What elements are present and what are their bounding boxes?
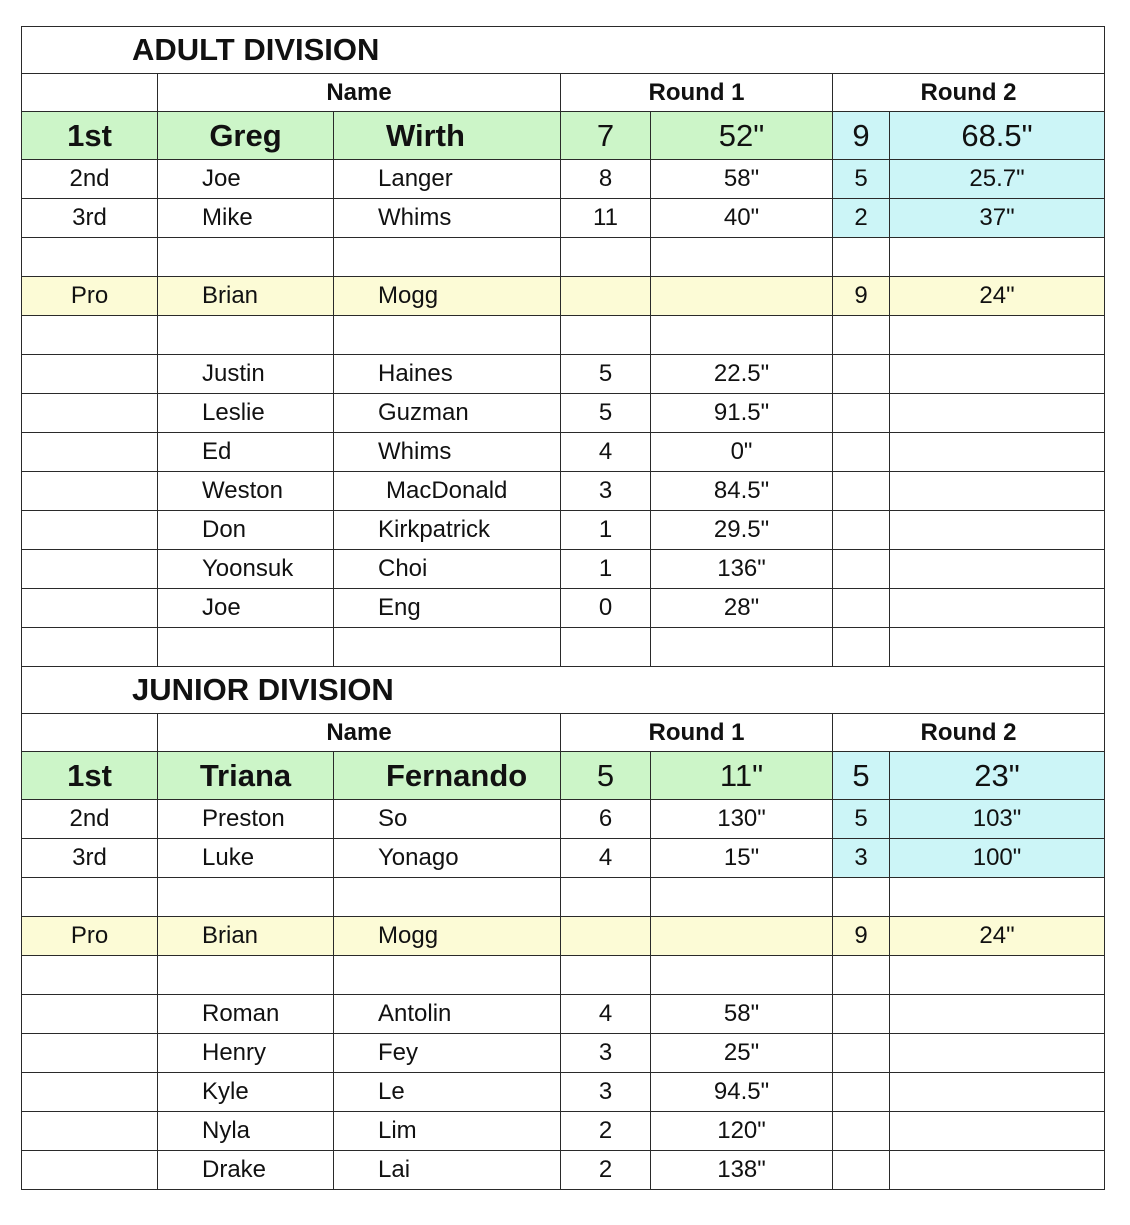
first-name: Triana <box>158 752 334 800</box>
round1-distance: 91.5" <box>651 394 833 433</box>
header-round2: Round 2 <box>833 714 1105 752</box>
last-name: Kirkpatrick <box>334 511 561 550</box>
first-name: Brian <box>158 917 334 956</box>
round1-score: 3 <box>561 1034 651 1073</box>
last-name: Wirth <box>334 112 561 160</box>
round1-score <box>561 917 651 956</box>
division-title: JUNIOR DIVISION <box>22 667 1105 714</box>
header-round1: Round 1 <box>561 74 833 112</box>
competitor-row <box>22 1151 1105 1190</box>
round1-distance: 84.5" <box>651 472 833 511</box>
round2-distance: 24" <box>890 277 1105 316</box>
empty-row <box>22 956 1105 995</box>
last-name: Yonago <box>334 839 561 878</box>
round1-distance: 52" <box>651 112 833 160</box>
competitor-row <box>22 394 1105 433</box>
first-name: Luke <box>158 839 334 878</box>
first-name: Drake <box>158 1151 334 1190</box>
first-name: Nyla <box>158 1112 334 1151</box>
competitor-row <box>22 1112 1105 1151</box>
winner-row-3rd <box>22 839 1105 878</box>
round2-distance: 23" <box>890 752 1105 800</box>
round1-distance: 0" <box>651 433 833 472</box>
first-name: Roman <box>158 995 334 1034</box>
round1-distance: 120" <box>651 1112 833 1151</box>
round2-distance: 103" <box>890 800 1105 839</box>
round1-distance: 22.5" <box>651 355 833 394</box>
round2-score: 9 <box>833 277 890 316</box>
competitor-row <box>22 355 1105 394</box>
round1-score: 5 <box>561 394 651 433</box>
division-title: ADULT DIVISION <box>22 27 1105 74</box>
round2-score: 9 <box>833 112 890 160</box>
last-name: Whims <box>334 433 561 472</box>
header-name: Name <box>158 714 561 752</box>
results-sheet <box>21 26 1105 1190</box>
round1-score: 11 <box>561 199 651 238</box>
round2-distance: 37" <box>890 199 1105 238</box>
round2-distance: 68.5" <box>890 112 1105 160</box>
first-name: Ed <box>158 433 334 472</box>
last-name: Le <box>334 1073 561 1112</box>
header-name: Name <box>158 74 561 112</box>
header-round2: Round 2 <box>833 74 1105 112</box>
round1-distance: 15" <box>651 839 833 878</box>
last-name: Whims <box>334 199 561 238</box>
first-name: Joe <box>158 160 334 199</box>
competitor-row <box>22 995 1105 1034</box>
round1-score: 4 <box>561 839 651 878</box>
last-name: Mogg <box>334 277 561 316</box>
round2-score: 9 <box>833 917 890 956</box>
round2-score: 5 <box>833 160 890 199</box>
round2-distance: 100" <box>890 839 1105 878</box>
round2-distance: 25.7" <box>890 160 1105 199</box>
empty-row <box>22 238 1105 277</box>
round2-distance: 24" <box>890 917 1105 956</box>
pro-row <box>22 917 1105 956</box>
round1-distance: 58" <box>651 160 833 199</box>
round1-score: 5 <box>561 355 651 394</box>
place: 2nd <box>22 800 158 839</box>
last-name: Choi <box>334 550 561 589</box>
competitor-row <box>22 472 1105 511</box>
round2-score: 3 <box>833 839 890 878</box>
first-name: Mike <box>158 199 334 238</box>
last-name: Haines <box>334 355 561 394</box>
last-name: Guzman <box>334 394 561 433</box>
place: 1st <box>22 752 158 800</box>
last-name: Lim <box>334 1112 561 1151</box>
first-name: Leslie <box>158 394 334 433</box>
round1-score: 4 <box>561 995 651 1034</box>
first-name: Greg <box>158 112 334 160</box>
winner-row-1st <box>22 752 1105 800</box>
empty-row <box>22 316 1105 355</box>
place: 2nd <box>22 160 158 199</box>
division-title-row <box>22 667 1105 714</box>
round1-score: 7 <box>561 112 651 160</box>
division-title-row <box>22 27 1105 74</box>
first-name: Yoonsuk <box>158 550 334 589</box>
header-blank <box>22 74 158 112</box>
round1-distance: 94.5" <box>651 1073 833 1112</box>
round1-score: 6 <box>561 800 651 839</box>
first-name: Don <box>158 511 334 550</box>
competitor-row <box>22 433 1105 472</box>
winner-row-2nd <box>22 800 1105 839</box>
place: 3rd <box>22 199 158 238</box>
winner-row-1st <box>22 112 1105 160</box>
round2-score: 2 <box>833 199 890 238</box>
first-name: Henry <box>158 1034 334 1073</box>
header-round1: Round 1 <box>561 714 833 752</box>
last-name: MacDonald <box>334 472 561 511</box>
round1-score: 4 <box>561 433 651 472</box>
round1-distance: 130" <box>651 800 833 839</box>
round1-score: 1 <box>561 550 651 589</box>
first-name: Weston <box>158 472 334 511</box>
round1-score <box>561 277 651 316</box>
round1-distance: 28" <box>651 589 833 628</box>
last-name: Fernando <box>334 752 561 800</box>
competitor-row <box>22 511 1105 550</box>
pro-row <box>22 277 1105 316</box>
last-name: Fey <box>334 1034 561 1073</box>
header-blank <box>22 714 158 752</box>
round1-score: 0 <box>561 589 651 628</box>
competitor-row <box>22 589 1105 628</box>
first-name: Joe <box>158 589 334 628</box>
round1-score: 2 <box>561 1151 651 1190</box>
round2-score: 5 <box>833 800 890 839</box>
winner-row-3rd <box>22 199 1105 238</box>
round1-score: 2 <box>561 1112 651 1151</box>
place: Pro <box>22 917 158 956</box>
first-name: Kyle <box>158 1073 334 1112</box>
round1-distance <box>651 917 833 956</box>
round1-score: 8 <box>561 160 651 199</box>
last-name: Langer <box>334 160 561 199</box>
header-row <box>22 714 1105 752</box>
last-name: Antolin <box>334 995 561 1034</box>
place: 1st <box>22 112 158 160</box>
first-name: Brian <box>158 277 334 316</box>
competitor-row <box>22 550 1105 589</box>
round1-score: 3 <box>561 472 651 511</box>
place: 3rd <box>22 839 158 878</box>
round1-score: 3 <box>561 1073 651 1112</box>
round1-distance: 138" <box>651 1151 833 1190</box>
header-row <box>22 74 1105 112</box>
round1-distance <box>651 277 833 316</box>
place: Pro <box>22 277 158 316</box>
round1-distance: 11" <box>651 752 833 800</box>
round1-distance: 136" <box>651 550 833 589</box>
last-name: Lai <box>334 1151 561 1190</box>
round1-distance: 29.5" <box>651 511 833 550</box>
last-name: Mogg <box>334 917 561 956</box>
empty-row <box>22 878 1105 917</box>
round1-distance: 25" <box>651 1034 833 1073</box>
last-name: Eng <box>334 589 561 628</box>
round2-score: 5 <box>833 752 890 800</box>
first-name: Preston <box>158 800 334 839</box>
round1-distance: 58" <box>651 995 833 1034</box>
round1-score: 5 <box>561 752 651 800</box>
first-name: Justin <box>158 355 334 394</box>
round1-distance: 40" <box>651 199 833 238</box>
competitor-row <box>22 1034 1105 1073</box>
last-name: So <box>334 800 561 839</box>
winner-row-2nd <box>22 160 1105 199</box>
competitor-row <box>22 1073 1105 1112</box>
empty-row <box>22 628 1105 667</box>
round1-score: 1 <box>561 511 651 550</box>
